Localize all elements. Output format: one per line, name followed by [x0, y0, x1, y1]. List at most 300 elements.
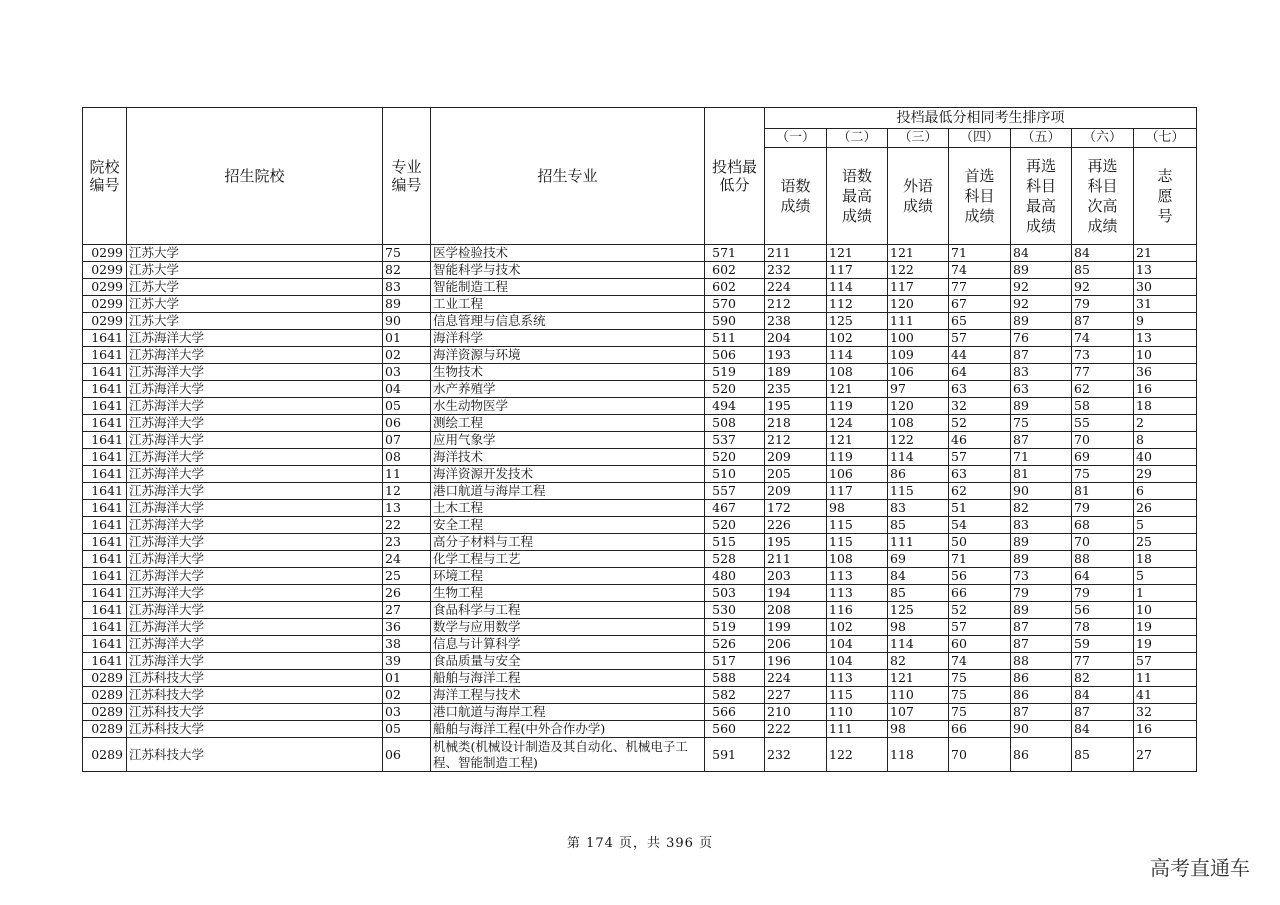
- cell-second-max: 87: [1011, 636, 1072, 653]
- table-row: [83, 534, 1197, 551]
- cell-school-code: 1641: [83, 415, 127, 432]
- cell-major-name: 医学检验技术: [431, 245, 705, 262]
- cell-wish-no: 5: [1134, 568, 1197, 585]
- cell-wish-no: 36: [1134, 364, 1197, 381]
- cell-yushu-max: 113: [827, 670, 888, 687]
- cell-yushu: 209: [765, 483, 827, 500]
- cell-foreign: 122: [888, 432, 949, 449]
- cell-second-next: 56: [1072, 602, 1134, 619]
- cell-first-subject: 63: [949, 466, 1011, 483]
- cell-second-next: 77: [1072, 364, 1134, 381]
- cell-yushu: 172: [765, 500, 827, 517]
- cell-wish-no: 19: [1134, 619, 1197, 636]
- cell-second-next: 78: [1072, 619, 1134, 636]
- cell-wish-no: 18: [1134, 551, 1197, 568]
- cell-yushu-max: 119: [827, 398, 888, 415]
- cell-school-code: 1641: [83, 585, 127, 602]
- cell-major-code: 75: [383, 245, 431, 262]
- cell-school-name: 江苏科技大学: [127, 687, 383, 704]
- cell-school-code: 1641: [83, 364, 127, 381]
- cell-second-next: 70: [1072, 432, 1134, 449]
- header-tiebreak-item-label: 外语成绩: [902, 177, 933, 215]
- cell-yushu: 235: [765, 381, 827, 398]
- cell-second-next: 69: [1072, 449, 1134, 466]
- cell-school-name: 江苏海洋大学: [127, 398, 383, 415]
- cell-foreign: 106: [888, 364, 949, 381]
- cell-min-score: 591: [705, 738, 765, 772]
- cell-min-score: 570: [705, 296, 765, 313]
- cell-min-score: 571: [705, 245, 765, 262]
- cell-foreign: 111: [888, 313, 949, 330]
- cell-major-name: 信息与计算科学: [431, 636, 705, 653]
- cell-major-name: 环境工程: [431, 568, 705, 585]
- cell-yushu-max: 112: [827, 296, 888, 313]
- header-tiebreak-item: [765, 148, 827, 245]
- cell-yushu: 199: [765, 619, 827, 636]
- cell-wish-no: 13: [1134, 330, 1197, 347]
- cell-school-name: 江苏大学: [127, 245, 383, 262]
- cell-wish-no: 25: [1134, 534, 1197, 551]
- cell-major-code: 12: [383, 483, 431, 500]
- cell-first-subject: 71: [949, 551, 1011, 568]
- cell-school-code: 1641: [83, 534, 127, 551]
- cell-second-max: 90: [1011, 483, 1072, 500]
- cell-wish-no: 9: [1134, 313, 1197, 330]
- cell-yushu: 203: [765, 568, 827, 585]
- cell-yushu-max: 114: [827, 279, 888, 296]
- table-row: [83, 483, 1197, 500]
- cell-school-code: 0299: [83, 279, 127, 296]
- cell-min-score: 508: [705, 415, 765, 432]
- cell-wish-no: 31: [1134, 296, 1197, 313]
- cell-major-name: 信息管理与信息系统: [431, 313, 705, 330]
- cell-second-max: 89: [1011, 534, 1072, 551]
- cell-foreign: 122: [888, 262, 949, 279]
- cell-yushu-max: 119: [827, 449, 888, 466]
- cell-foreign: 86: [888, 466, 949, 483]
- header-school-code: 院校编号: [83, 108, 127, 245]
- cell-wish-no: 2: [1134, 415, 1197, 432]
- cell-major-code: 13: [383, 500, 431, 517]
- cell-school-name: 江苏海洋大学: [127, 330, 383, 347]
- cell-second-max: 90: [1011, 721, 1072, 738]
- cell-major-name: 化学工程与工艺: [431, 551, 705, 568]
- cell-first-subject: 67: [949, 296, 1011, 313]
- header-school-name: 招生院校: [127, 108, 383, 245]
- cell-school-code: 1641: [83, 432, 127, 449]
- cell-first-subject: 52: [949, 602, 1011, 619]
- cell-first-subject: 75: [949, 670, 1011, 687]
- table-row: [83, 619, 1197, 636]
- header-tiebreak-num: （六）: [1072, 129, 1134, 148]
- cell-second-next: 55: [1072, 415, 1134, 432]
- cell-first-subject: 63: [949, 381, 1011, 398]
- table-row: [83, 500, 1197, 517]
- cell-wish-no: 27: [1134, 738, 1197, 772]
- cell-second-max: 76: [1011, 330, 1072, 347]
- cell-school-code: 0299: [83, 245, 127, 262]
- cell-second-next: 84: [1072, 687, 1134, 704]
- cell-yushu: 226: [765, 517, 827, 534]
- cell-school-code: 1641: [83, 466, 127, 483]
- cell-yushu: 232: [765, 738, 827, 772]
- header-tiebreak-num: （五）: [1011, 129, 1072, 148]
- cell-wish-no: 57: [1134, 653, 1197, 670]
- table-row: [83, 330, 1197, 347]
- header-major-code: 专业编号: [383, 108, 431, 245]
- table-row: [83, 466, 1197, 483]
- cell-school-name: 江苏大学: [127, 262, 383, 279]
- cell-school-code: 0299: [83, 296, 127, 313]
- cell-second-max: 75: [1011, 415, 1072, 432]
- cell-yushu-max: 121: [827, 245, 888, 262]
- cell-yushu: 205: [765, 466, 827, 483]
- cell-school-name: 江苏海洋大学: [127, 415, 383, 432]
- header-min-score: 投档最低分: [705, 108, 765, 245]
- table-row: [83, 381, 1197, 398]
- cell-yushu-max: 106: [827, 466, 888, 483]
- cell-school-code: 1641: [83, 619, 127, 636]
- cell-min-score: 566: [705, 704, 765, 721]
- cell-second-next: 77: [1072, 653, 1134, 670]
- cell-yushu-max: 102: [827, 619, 888, 636]
- cell-yushu-max: 108: [827, 551, 888, 568]
- cell-major-name: 工业工程: [431, 296, 705, 313]
- cell-wish-no: 19: [1134, 636, 1197, 653]
- cell-yushu-max: 122: [827, 738, 888, 772]
- cell-min-score: 480: [705, 568, 765, 585]
- cell-school-name: 江苏科技大学: [127, 670, 383, 687]
- cell-second-next: 82: [1072, 670, 1134, 687]
- cell-min-score: 503: [705, 585, 765, 602]
- cell-first-subject: 60: [949, 636, 1011, 653]
- header-tiebreak-num: （一）: [765, 129, 827, 148]
- cell-first-subject: 54: [949, 517, 1011, 534]
- cell-school-name: 江苏科技大学: [127, 721, 383, 738]
- cell-school-name: 江苏海洋大学: [127, 534, 383, 551]
- header-tiebreak-num: （三）: [888, 129, 949, 148]
- cell-major-name: 水生动物医学: [431, 398, 705, 415]
- cell-first-subject: 77: [949, 279, 1011, 296]
- cell-min-score: 515: [705, 534, 765, 551]
- cell-yushu: 232: [765, 262, 827, 279]
- cell-major-name: 食品质量与安全: [431, 653, 705, 670]
- cell-second-max: 86: [1011, 738, 1072, 772]
- cell-major-name: 机械类(机械设计制造及其自动化、机械电子工程、智能制造工程): [431, 738, 705, 772]
- cell-first-subject: 64: [949, 364, 1011, 381]
- cell-second-max: 73: [1011, 568, 1072, 585]
- cell-major-code: 01: [383, 670, 431, 687]
- cell-yushu-max: 121: [827, 381, 888, 398]
- cell-major-code: 26: [383, 585, 431, 602]
- cell-min-score: 590: [705, 313, 765, 330]
- header-tiebreak-item-label: 志愿号: [1157, 167, 1173, 225]
- cell-yushu: 211: [765, 551, 827, 568]
- table-row: [83, 449, 1197, 466]
- cell-wish-no: 16: [1134, 721, 1197, 738]
- cell-school-code: 1641: [83, 500, 127, 517]
- cell-first-subject: 74: [949, 653, 1011, 670]
- cell-second-max: 81: [1011, 466, 1072, 483]
- header-tiebreak-item: [1134, 148, 1197, 245]
- cell-first-subject: 57: [949, 330, 1011, 347]
- cell-min-score: 526: [705, 636, 765, 653]
- table-row: [83, 551, 1197, 568]
- cell-school-code: 1641: [83, 568, 127, 585]
- cell-major-code: 06: [383, 738, 431, 772]
- cell-major-name: 测绘工程: [431, 415, 705, 432]
- cell-second-next: 87: [1072, 313, 1134, 330]
- cell-yushu-max: 98: [827, 500, 888, 517]
- cell-yushu-max: 108: [827, 364, 888, 381]
- cell-second-max: 63: [1011, 381, 1072, 398]
- cell-school-code: 1641: [83, 551, 127, 568]
- cell-yushu: 210: [765, 704, 827, 721]
- cell-school-code: 0289: [83, 738, 127, 772]
- cell-school-code: 0299: [83, 262, 127, 279]
- cell-yushu-max: 117: [827, 483, 888, 500]
- cell-first-subject: 56: [949, 568, 1011, 585]
- cell-min-score: 588: [705, 670, 765, 687]
- cell-second-max: 86: [1011, 670, 1072, 687]
- cell-yushu: 212: [765, 432, 827, 449]
- table-row: [83, 347, 1197, 364]
- cell-yushu: 204: [765, 330, 827, 347]
- cell-foreign: 118: [888, 738, 949, 772]
- table-row: [83, 721, 1197, 738]
- cell-second-next: 85: [1072, 738, 1134, 772]
- cell-school-name: 江苏海洋大学: [127, 500, 383, 517]
- cell-major-name: 海洋技术: [431, 449, 705, 466]
- cell-wish-no: 5: [1134, 517, 1197, 534]
- cell-major-code: 24: [383, 551, 431, 568]
- cell-second-next: 75: [1072, 466, 1134, 483]
- header-tiebreak-item-label: 语数最高成绩: [841, 167, 872, 225]
- cell-second-next: 64: [1072, 568, 1134, 585]
- table-row: [83, 262, 1197, 279]
- table-row: [83, 245, 1197, 262]
- cell-school-code: 0289: [83, 687, 127, 704]
- cell-yushu: 209: [765, 449, 827, 466]
- cell-second-next: 87: [1072, 704, 1134, 721]
- cell-second-max: 92: [1011, 279, 1072, 296]
- cell-major-code: 03: [383, 704, 431, 721]
- cell-school-code: 1641: [83, 517, 127, 534]
- cell-school-code: 0289: [83, 704, 127, 721]
- header-tiebreak-item-label: 首选科目成绩: [964, 167, 995, 225]
- cell-school-name: 江苏海洋大学: [127, 568, 383, 585]
- cell-major-code: 83: [383, 279, 431, 296]
- cell-second-max: 84: [1011, 245, 1072, 262]
- cell-yushu: 212: [765, 296, 827, 313]
- table-row: [83, 602, 1197, 619]
- cell-foreign: 111: [888, 534, 949, 551]
- cell-school-name: 江苏海洋大学: [127, 347, 383, 364]
- cell-major-code: 08: [383, 449, 431, 466]
- header-tiebreak-group: 投档最低分相同考生排序项: [765, 108, 1197, 129]
- cell-second-next: 79: [1072, 585, 1134, 602]
- cell-second-next: 92: [1072, 279, 1134, 296]
- cell-foreign: 125: [888, 602, 949, 619]
- table-row: [83, 517, 1197, 534]
- table-row: [83, 364, 1197, 381]
- cell-yushu: 208: [765, 602, 827, 619]
- header-tiebreak-item-label: 再选科目最高成绩: [1025, 157, 1056, 235]
- table-row: [83, 585, 1197, 602]
- cell-wish-no: 26: [1134, 500, 1197, 517]
- cell-school-code: 1641: [83, 347, 127, 364]
- cell-second-next: 59: [1072, 636, 1134, 653]
- cell-major-name: 智能制造工程: [431, 279, 705, 296]
- cell-yushu: 195: [765, 534, 827, 551]
- table-row: [83, 432, 1197, 449]
- cell-school-code: 1641: [83, 381, 127, 398]
- cell-school-name: 江苏海洋大学: [127, 432, 383, 449]
- table-row: [83, 296, 1197, 313]
- cell-second-next: 58: [1072, 398, 1134, 415]
- cell-first-subject: 75: [949, 687, 1011, 704]
- cell-first-subject: 52: [949, 415, 1011, 432]
- cell-school-code: 0299: [83, 313, 127, 330]
- cell-major-code: 01: [383, 330, 431, 347]
- cell-major-code: 11: [383, 466, 431, 483]
- cell-second-max: 87: [1011, 432, 1072, 449]
- table-row: [83, 398, 1197, 415]
- cell-foreign: 100: [888, 330, 949, 347]
- cell-second-max: 86: [1011, 687, 1072, 704]
- table-row: [83, 704, 1197, 721]
- table-row: [83, 313, 1197, 330]
- cell-school-name: 江苏海洋大学: [127, 585, 383, 602]
- cell-school-name: 江苏海洋大学: [127, 483, 383, 500]
- cell-first-subject: 75: [949, 704, 1011, 721]
- cell-yushu: 206: [765, 636, 827, 653]
- header-tiebreak-item-label: 再选科目次高成绩: [1087, 157, 1118, 235]
- cell-first-subject: 74: [949, 262, 1011, 279]
- cell-major-code: 27: [383, 602, 431, 619]
- cell-min-score: 528: [705, 551, 765, 568]
- cell-min-score: 511: [705, 330, 765, 347]
- cell-yushu: 194: [765, 585, 827, 602]
- cell-school-name: 江苏海洋大学: [127, 466, 383, 483]
- cell-min-score: 467: [705, 500, 765, 517]
- cell-major-code: 90: [383, 313, 431, 330]
- cell-min-score: 506: [705, 347, 765, 364]
- cell-second-max: 89: [1011, 551, 1072, 568]
- cell-first-subject: 32: [949, 398, 1011, 415]
- cell-foreign: 114: [888, 449, 949, 466]
- cell-yushu: 238: [765, 313, 827, 330]
- cell-min-score: 510: [705, 466, 765, 483]
- cell-yushu-max: 115: [827, 517, 888, 534]
- cell-yushu-max: 113: [827, 585, 888, 602]
- cell-major-name: 船舶与海洋工程(中外合作办学): [431, 721, 705, 738]
- cell-second-max: 87: [1011, 704, 1072, 721]
- header-tiebreak-item: [888, 148, 949, 245]
- cell-yushu: 195: [765, 398, 827, 415]
- cell-school-code: 1641: [83, 636, 127, 653]
- cell-min-score: 519: [705, 619, 765, 636]
- cell-second-next: 84: [1072, 721, 1134, 738]
- cell-foreign: 120: [888, 296, 949, 313]
- cell-major-code: 22: [383, 517, 431, 534]
- cell-first-subject: 65: [949, 313, 1011, 330]
- table-row: [83, 653, 1197, 670]
- cell-second-max: 87: [1011, 619, 1072, 636]
- cell-foreign: 110: [888, 687, 949, 704]
- cell-second-next: 84: [1072, 245, 1134, 262]
- cell-major-code: 89: [383, 296, 431, 313]
- cell-first-subject: 66: [949, 585, 1011, 602]
- cell-yushu-max: 117: [827, 262, 888, 279]
- table-row: [83, 415, 1197, 432]
- cell-min-score: 557: [705, 483, 765, 500]
- cell-second-max: 89: [1011, 398, 1072, 415]
- cell-foreign: 82: [888, 653, 949, 670]
- cell-major-name: 食品科学与工程: [431, 602, 705, 619]
- cell-yushu-max: 104: [827, 636, 888, 653]
- cell-major-name: 高分子材料与工程: [431, 534, 705, 551]
- cell-major-name: 港口航道与海岸工程: [431, 483, 705, 500]
- cell-major-code: 03: [383, 364, 431, 381]
- cell-foreign: 121: [888, 245, 949, 262]
- cell-major-code: 82: [383, 262, 431, 279]
- header-tiebreak-item-label: 语数成绩: [780, 177, 811, 215]
- cell-second-next: 81: [1072, 483, 1134, 500]
- cell-yushu-max: 115: [827, 534, 888, 551]
- cell-school-code: 1641: [83, 330, 127, 347]
- cell-second-next: 68: [1072, 517, 1134, 534]
- header-tiebreak-item: [1072, 148, 1134, 245]
- cell-yushu: 227: [765, 687, 827, 704]
- cell-major-name: 安全工程: [431, 517, 705, 534]
- cell-foreign: 121: [888, 670, 949, 687]
- cell-foreign: 84: [888, 568, 949, 585]
- cell-wish-no: 10: [1134, 602, 1197, 619]
- cell-foreign: 85: [888, 585, 949, 602]
- cell-school-name: 江苏海洋大学: [127, 653, 383, 670]
- cell-major-code: 04: [383, 381, 431, 398]
- cell-major-code: 02: [383, 347, 431, 364]
- cell-first-subject: 57: [949, 619, 1011, 636]
- cell-foreign: 85: [888, 517, 949, 534]
- cell-yushu: 224: [765, 279, 827, 296]
- cell-second-max: 89: [1011, 602, 1072, 619]
- cell-second-next: 85: [1072, 262, 1134, 279]
- cell-foreign: 97: [888, 381, 949, 398]
- cell-wish-no: 32: [1134, 704, 1197, 721]
- cell-min-score: 520: [705, 517, 765, 534]
- cell-school-name: 江苏海洋大学: [127, 636, 383, 653]
- cell-second-max: 83: [1011, 517, 1072, 534]
- cell-second-max: 89: [1011, 313, 1072, 330]
- cell-major-name: 海洋工程与技术: [431, 687, 705, 704]
- cell-foreign: 98: [888, 619, 949, 636]
- cell-foreign: 117: [888, 279, 949, 296]
- cell-major-code: 38: [383, 636, 431, 653]
- cell-major-name: 海洋科学: [431, 330, 705, 347]
- cell-wish-no: 16: [1134, 381, 1197, 398]
- header-tiebreak-num: （七）: [1134, 129, 1197, 148]
- cell-major-name: 海洋资源与环境: [431, 347, 705, 364]
- cell-first-subject: 70: [949, 738, 1011, 772]
- cell-major-code: 02: [383, 687, 431, 704]
- cell-major-code: 07: [383, 432, 431, 449]
- cell-major-name: 应用气象学: [431, 432, 705, 449]
- cell-school-code: 0289: [83, 721, 127, 738]
- cell-second-next: 70: [1072, 534, 1134, 551]
- cell-school-name: 江苏海洋大学: [127, 449, 383, 466]
